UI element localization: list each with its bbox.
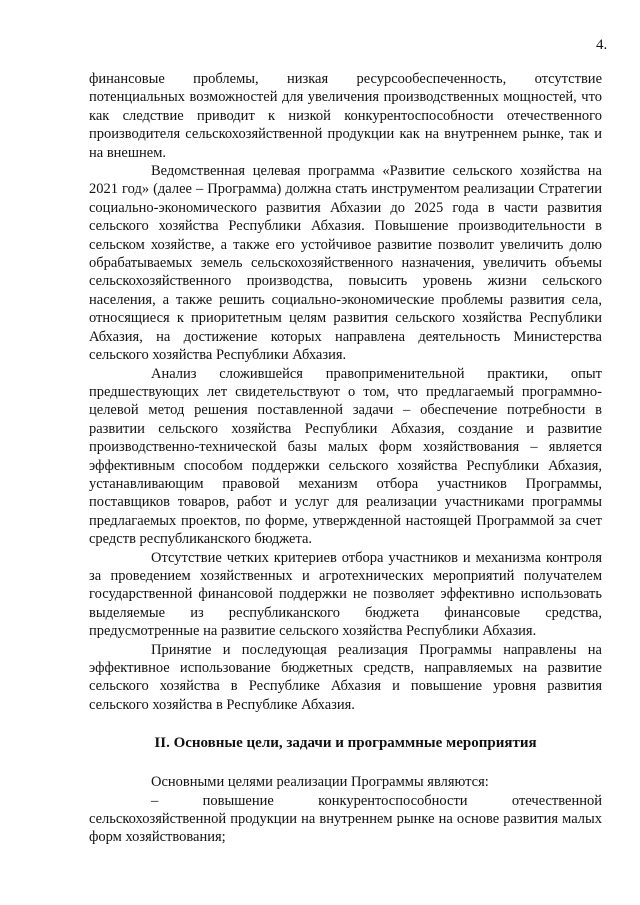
paragraph-5: Принятие и последующая реализация Программы направлены на эффективное использование бюджетных средств, направляемых на развитие сельского хозяйства в Республике Абхазия и повышение уровня развития сельского хозяйства в Республике Абхазия. xyxy=(89,641,602,713)
document-body xyxy=(89,70,602,847)
paragraph-2: Ведомственная целевая программа «Развитие сельского хозяйства на 2021 год» (далее – Программа) должна стать инструментом реализации Стратегии социально-экономического развития Абхазии до 2025 года в части развития сельского хозяйства Республики Абхазия. Повышение производительности в сельском хозяйстве, а также его устойчивое развитие позволит увеличить долю обрабатываемых земель сельскохозяйственного назначения, увеличить объемы сельскохозяйственного производства, повысить уровень жизни сельского населения, а также решить социально-экономические проблемы развития села, относящиеся к приоритетным целям развития сельского хозяйства Республики Абхазия, на достижение которых направлена деятельность Министерства сельского хозяйства Республики Абхазия. xyxy=(89,163,602,364)
page-number: 4. xyxy=(596,37,608,53)
section-heading: II. Основные цели, задачи и программные мероприятия xyxy=(154,735,537,752)
paragraph-7: – повышение конкурентоспособности отечественной сельскохозяйственной продукции на внутреннем рынке на основе развития малых форм хозяйствования; xyxy=(89,792,602,846)
paragraph-3: Анализ сложившейся правоприменительной практики, опыт предшествующих лет свидетельствуют о том, что предлагаемый программно-целевой метод решения поставленной задачи – обеспечение потребности в развитии сельского хозяйства Республики Абхазия, создание и развитие производственно-технической базы малых форм хозяйствования – является эффективным способом поддержки сельского хозяйства Республики Абхазия, устанавливающим правовой механизм отбора участников Программы, поставщиков товаров, работ и услуг для реализации участниками программы предлагаемых проектов, по форме, утвержденной настоящей Программой за счет средств республиканского бюджета. xyxy=(89,365,602,548)
paragraph-1: финансовые проблемы, низкая ресурсообеспеченность, отсутствие потенциальных возможностей для увеличения производственных мощностей, что как следствие приводит к низкой конкурентоспособности отечественного производителя сельскохозяйственной продукции как на внутреннем рынке, так и на внешнем. xyxy=(89,71,602,161)
paragraph-4: Отсутствие четких критериев отбора участников и механизма контроля за проведением хозяйственных и агротехнических мероприятий получателем государственной финансовой поддержки не позволяет эффективно использовать выделяемые из республиканского бюджета финансовые средства, предусмотренные на развитие сельского хозяйства Республики Абхазия. xyxy=(89,549,602,640)
paragraph-6: Основными целями реализации Программы являются: xyxy=(151,774,489,791)
